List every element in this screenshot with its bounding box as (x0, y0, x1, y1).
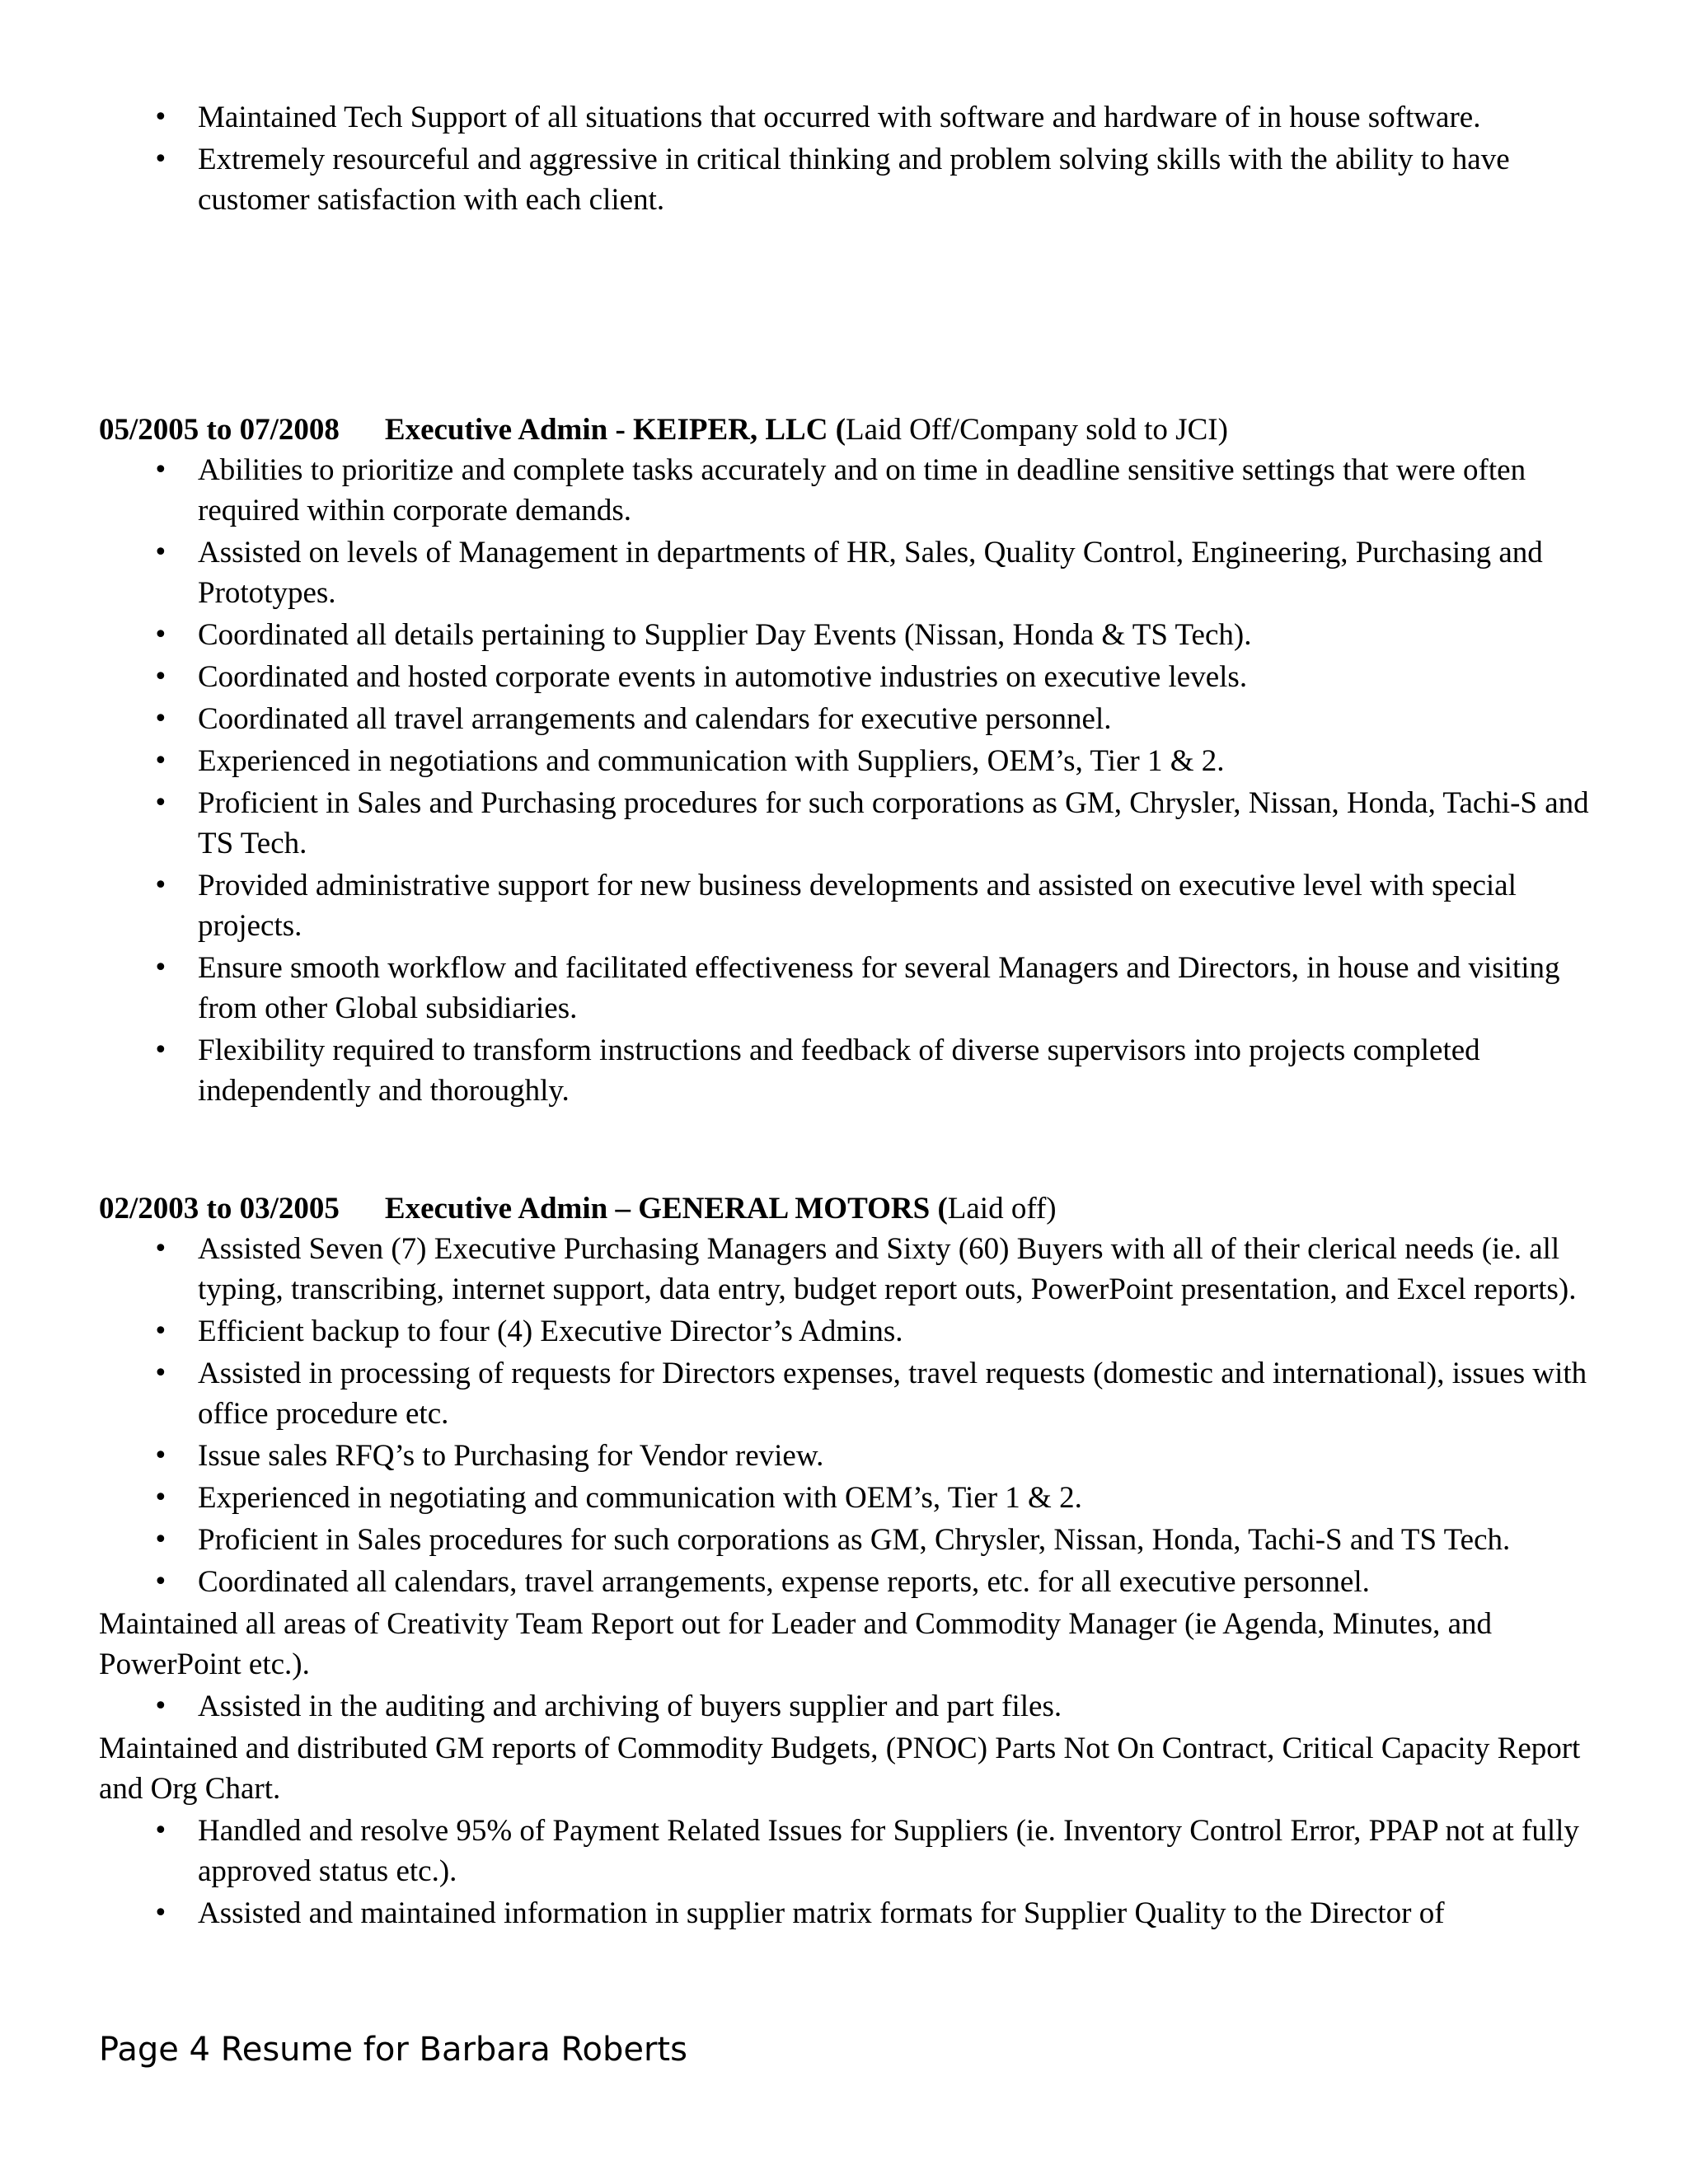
page-content (99, 97, 1607, 1935)
list-item: • Provided administrative support for new business developments and assisted on executive level with special projects. (99, 865, 1607, 946)
list-item: • Handled and resolve 95% of Payment Related Issues for Suppliers (ie. Inventory Control Error, PPAP not at fully approved status etc.). (99, 1811, 1607, 1891)
job-bullet-list (99, 1811, 1607, 1933)
section-spacer (99, 222, 1607, 410)
list-item: • Coordinated all calendars, travel arrangements, expense reports, etc. for all executive personnel. (99, 1562, 1607, 1602)
list-item: • Proficient in Sales procedures for such corporations as GM, Chrysler, Nissan, Honda, Tachi-S and TS Tech. (99, 1520, 1607, 1560)
job-dates: 02/2003 to 03/2005 (99, 1192, 340, 1226)
list-item: • Assisted and maintained information in supplier matrix formats for Supplier Quality to the Director of (99, 1893, 1607, 1933)
list-item: • Coordinated and hosted corporate events in automotive industries on executive levels. (99, 657, 1607, 697)
list-item: • Experienced in negotiating and communication with OEM’s, Tier 1 & 2. (99, 1478, 1607, 1518)
intro-bullet-list (99, 97, 1607, 220)
paragraph: Maintained all areas of Creativity Team Report out for Leader and Commodity Manager (ie Agenda, Minutes, and PowerPoint etc.). (99, 1607, 1493, 1681)
job-title: Executive Admin – GENERAL MOTORS (384, 1192, 931, 1226)
list-item: • Assisted Seven (7) Executive Purchasing Managers and Sixty (60) Buyers with all of their clerical needs (ie. all typing, transcribing, internet support, data entry, budget report outs, PowerPoint presentation, and Excel reports). (99, 1229, 1607, 1310)
list-item: • Assisted in processing of requests for Directors expenses, travel requests (domestic and international), issues with office procedure etc. (99, 1353, 1607, 1434)
job-bullet-list (99, 1229, 1607, 1602)
list-item: • Maintained Tech Support of all situations that occurred with software and hardware of in house software. (99, 97, 1607, 138)
job-heading: 02/2003 to 03/2005 Executive Admin – GENERAL MOTORS (Laid off) (99, 1192, 1057, 1226)
job-note: Laid Off/Company sold to JCI) (846, 413, 1228, 447)
job-title: Executive Admin - KEIPER, LLC (384, 413, 828, 447)
list-item: • Issue sales RFQ’s to Purchasing for Vendor review. (99, 1436, 1607, 1476)
job-bullet-list (99, 1686, 1607, 1727)
list-item: • Proficient in Sales and Purchasing procedures for such corporations as GM, Chrysler, Nissan, Honda, Tachi-S and TS Tech. (99, 783, 1607, 864)
list-item: • Coordinated all travel arrangements and calendars for executive personnel. (99, 699, 1607, 739)
job-dates: 05/2005 to 07/2008 (99, 413, 340, 447)
job-general-motors (99, 1188, 1607, 1933)
list-item: • Assisted on levels of Management in departments of HR, Sales, Quality Control, Engineering, Purchasing and Prototypes. (99, 532, 1607, 613)
section-spacer (99, 1113, 1607, 1188)
job-bullet-list (99, 450, 1607, 1111)
page-footer: Page 4 Resume for Barbara Roberts (99, 2031, 687, 2069)
list-item: • Ensure smooth workflow and facilitated effectiveness for several Managers and Directors, in house and visiting from other Global subsidiaries. (99, 948, 1607, 1029)
list-item: • Extremely resourceful and aggressive in critical thinking and problem solving skills with the ability to have customer satisfaction with each client. (99, 139, 1607, 220)
list-item: • Assisted in the auditing and archiving of buyers supplier and part files. (99, 1686, 1607, 1727)
job-heading: 05/2005 to 07/2008 Executive Admin - KEIPER, LLC (Laid Off/Company sold to JCI) (99, 413, 1228, 447)
paragraph: Maintained and distributed GM reports of Commodity Budgets, (PNOC) Parts Not On Contract, Critical Capacity Report and Org Chart. (99, 1732, 1581, 1806)
job-note: Laid off) (947, 1192, 1057, 1226)
list-item: • Efficient backup to four (4) Executive Director’s Admins. (99, 1311, 1607, 1352)
list-item: • Flexibility required to transform instructions and feedback of diverse supervisors into projects completed independently and thoroughly. (99, 1030, 1607, 1111)
list-item: • Coordinated all details pertaining to Supplier Day Events (Nissan, Honda & TS Tech). (99, 615, 1607, 655)
list-item: • Abilities to prioritize and complete tasks accurately and on time in deadline sensitive settings that were often required within corporate demands. (99, 450, 1607, 531)
job-keiper (99, 410, 1607, 1111)
list-item: • Experienced in negotiations and communication with Suppliers, OEM’s, Tier 1 & 2. (99, 741, 1607, 781)
